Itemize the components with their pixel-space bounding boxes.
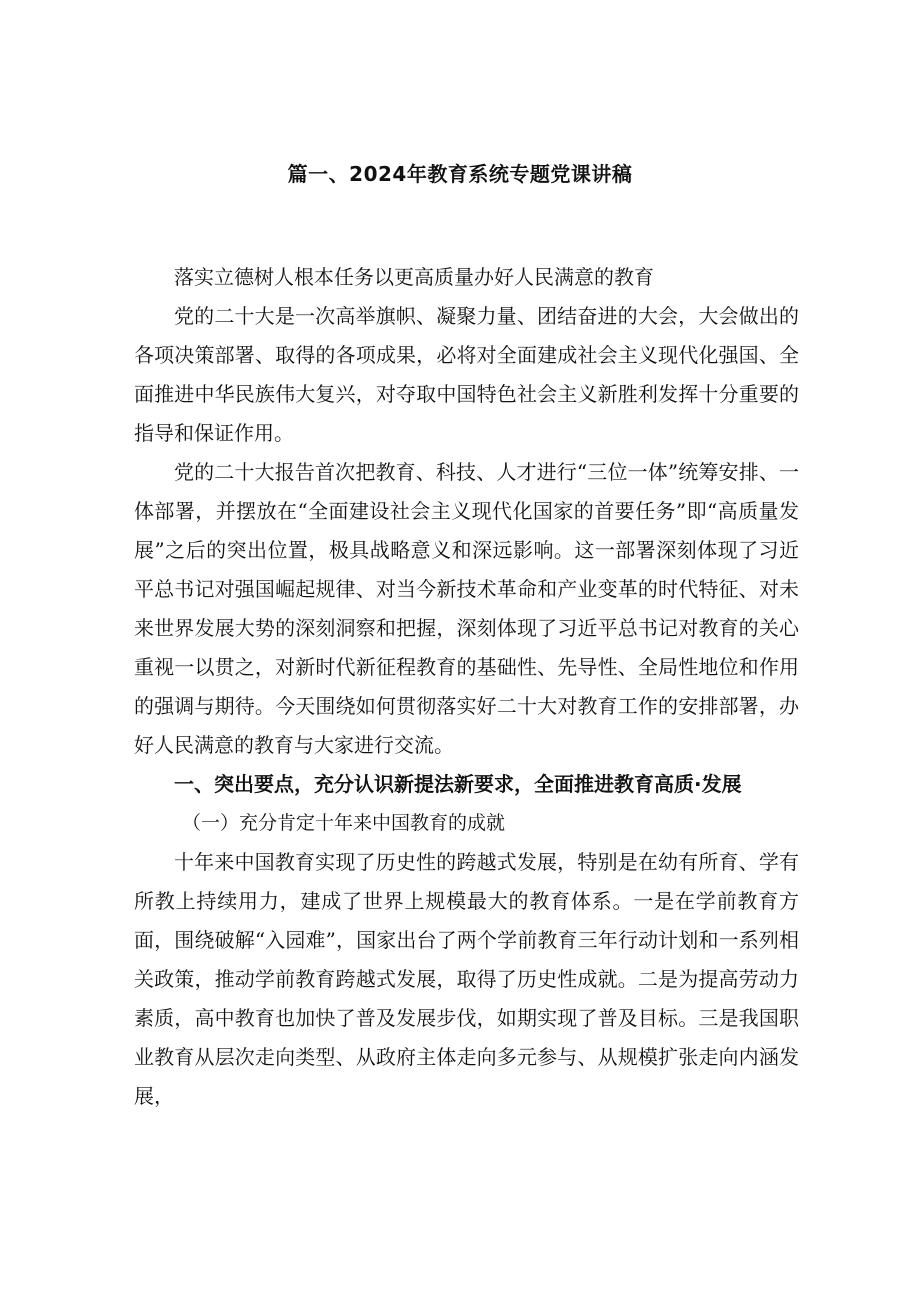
paragraph-1: 党的二十大是一次高举旗帜、凝聚力量、团结奋进的大会，大会做出的各项决策部署、取得的各项成果，必将对全面建成社会主义现代化强国、全面推进中华民族伟大复兴，对夺取中国特色社会主义新胜利发挥十分重要的指导和保证作用。 bbox=[134, 304, 799, 445]
document-subtitle: 落实立德树人根本任务以更高质量办好人民满意的教育 bbox=[174, 265, 654, 289]
section-paragraph: 十年来中国教育实现了历史性的跨越式发展，特别是在幼有所育、学有所教上持续用力，建成了世界上规模最大的教育体系。一是在学前教育方面，围绕破解“入园难”，国家出台了两个学前教育三年行动计划和一系列相关政策，推动学前教育跨越式发展，取得了历史性成就。二是为提高劳动力素质，高中教育也加快了普及发展步伐，如期实现了普及目标。三是我国职业教育从层次走向类型、从政府主体走向多元参与、从规模扩张走向内涵发展， bbox=[134, 850, 799, 1108]
section-heading: 一、突出要点，充分认识新提法新要求，全面推进教育高质·发展 bbox=[174, 772, 742, 796]
document-body bbox=[134, 258, 799, 1116]
subsection-heading: （一）充分肯定十年来中国教育的成就 bbox=[182, 812, 506, 834]
paragraph-2: 党的二十大报告首次把教育、科技、人才进行“三位一体”统筹安排、一体部署，并摆放在“全面建设社会主义现代化国家的首要任务”即“高质量发展”之后的突出位置，极具战略意义和深远影响。这一部署深刻体现了习近平总书记对强国崛起规律、对当今新技术革命和产业变革的时代特征、对未来世界发展大势的深刻洞察和把握，深刻体现了习近平总书记对教育的关心重视一以贯之，对新时代新征程教育的基础性、先导性、全局性地位和作用的强调与期待。今天围绕如何贯彻落实好二十大对教育工作的安排部署，办好人民满意的教育与大家进行交流。 bbox=[134, 460, 799, 757]
document-title: 篇一、2024年教育系统专题党课讲稿 bbox=[287, 162, 633, 186]
